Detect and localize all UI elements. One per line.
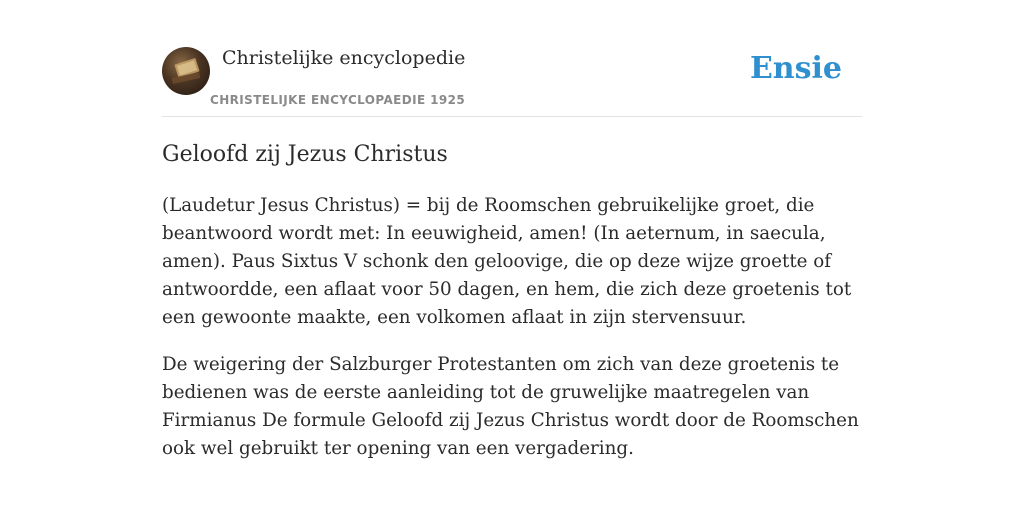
source-title[interactable]: Christelijke encyclopedie — [222, 47, 466, 69]
source-header — [162, 46, 862, 117]
book-photo-icon — [162, 47, 210, 95]
article-card — [162, 0, 862, 512]
source-avatar[interactable] — [162, 47, 210, 95]
source-subtitle: CHRISTELIJKE ENCYCLOPAEDIE 1925 — [210, 93, 466, 107]
article-title: Geloofd zij Jezus Christus — [162, 142, 448, 167]
article-paragraph: De weigering der Salzburger Protestanten om zich van deze groetenis te bedienen was de eerste aanleiding tot de gruwelijke maatregelen van Firmianus De formule Geloofd zij Jezus Christus wordt door de Roomschen ook wel gebruikt ter opening van een vergadering. — [162, 354, 859, 459]
article-body — [162, 192, 866, 482]
article-paragraph: (Laudetur Jesus Christus) = bij de Roomschen gebruikelijke groet, die beantwoord wordt met: In eeuwigheid, amen! (In aeternum, in saecula, amen). Paus Sixtus V schonk den geloovige, die op deze wijze groette of antwoordde, een aflaat voor 50 dagen, en hem, die zich deze groetenis tot een gewoonte maakte, een volkomen aflaat in zijn stervensuur. — [162, 195, 852, 328]
brand-logo[interactable]: Ensie — [749, 51, 842, 86]
